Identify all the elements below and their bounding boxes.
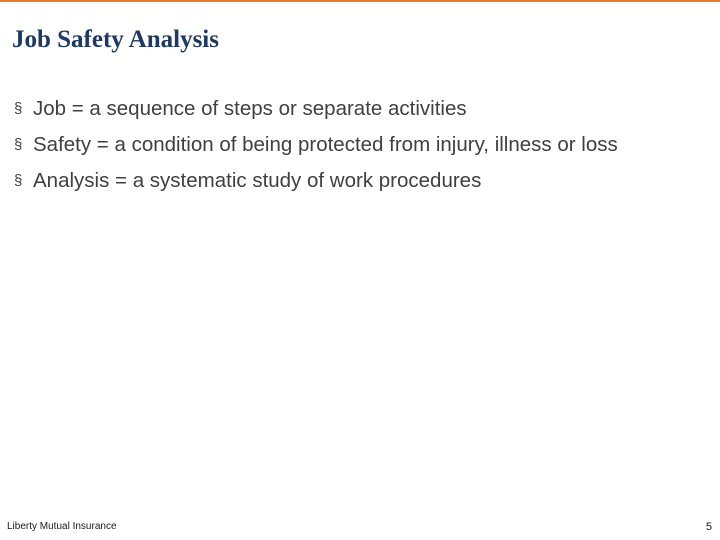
footer-company-name: Liberty Mutual Insurance — [7, 521, 117, 532]
bullet-marker-icon: § — [14, 100, 23, 117]
bullet-marker-icon: § — [14, 172, 23, 189]
bullet-list — [14, 95, 704, 203]
bullet-item-analysis — [14, 167, 704, 195]
slide-title: Job Safety Analysis — [12, 26, 219, 53]
bullet-text: Safety = a condition of being protected from injury, illness or loss — [33, 133, 618, 156]
bullet-item-job — [14, 95, 704, 123]
bullet-marker-icon: § — [14, 136, 23, 153]
bullet-item-safety — [14, 131, 704, 159]
bullet-text: Analysis = a systematic study of work procedures — [33, 169, 482, 192]
bullet-text: Job = a sequence of steps or separate activities — [33, 97, 467, 120]
page-number: 5 — [705, 521, 712, 533]
top-accent-rule — [0, 0, 720, 2]
